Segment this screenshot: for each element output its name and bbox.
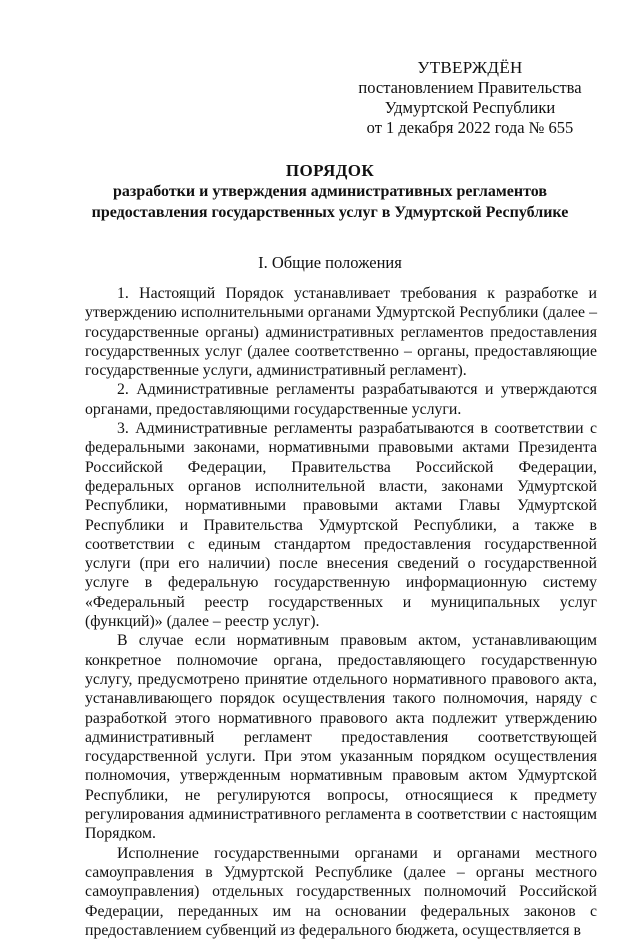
approval-block — [340, 58, 600, 138]
paragraph: Исполнение государственными органами и органами местного самоуправления в Удмуртской Республике (далее – органы местного самоуправления) отдельных государственных полномочий Российской Федерации, переданных им на основании федеральных законов с предоставлением субвенций из федерального бюджета, осуществляется в — [85, 844, 597, 939]
paragraph: 2. Административные регламенты разрабатываются и утверждаются органами, предоставляющими государственные услуги. — [85, 381, 597, 418]
paragraph: 3. Административные регламенты разрабатываются в соответствии с федеральными законами, нормативными правовыми актами Президента Российской Федерации, Правительства Российской Федерации, федеральных органов исполнительной власти, законами Удмуртской Республики, нормативными правовыми актами Главы Удмуртской Республики и Правительства Удмуртской Республики, а также в соответствии с единым стандартом предоставления государственной услуги (при его наличии) после внесения сведений о государственной услуге в федеральную государственную информационную систему «Федеральный реестр государственных и муниципальных услуг (функций)» (далее – реестр услуг). — [85, 420, 597, 631]
title-line: разработки и утверждения административных регламентов — [113, 183, 547, 200]
document-title — [60, 160, 600, 223]
section-heading: I. Общие положения — [258, 253, 402, 272]
approval-date-number: от 1 декабря 2022 года № 655 — [366, 118, 574, 137]
title-line: предоставления государственных услуг в Удмуртской Республике — [91, 204, 569, 221]
approval-line: постановлением Правительства — [358, 78, 582, 97]
paragraph: 1. Настоящий Порядок устанавливает требования к разработке и утверждению исполнительными органами Удмуртской Республики (далее – государственные органы) административных регламентов предоставления государственных услуг (далее соответственно – органы, предоставляющие государственные услуги, административный регламент). — [85, 285, 597, 380]
approval-heading: УТВЕРЖДЁН — [417, 58, 523, 77]
approval-line: Удмуртской Республики — [384, 98, 556, 117]
document-body — [85, 284, 597, 940]
title-main: ПОРЯДОК — [285, 161, 375, 180]
paragraph: В случае если нормативным правовым актом, устанавливающим конкретное полномочие органа, предоставляющего государственную услугу, предусмотрено принятие отдельного нормативного правового акта, устанавливающего порядок осуществления такого полномочия, наряду с разработкой этого нормативного правового акта подлежит утверждению административный регламент предоставления соответствующей государственной услуги. При этом указанным порядком осуществления полномочия, утвержденным нормативным правовым актом Удмуртской Республики, не регулируются вопросы, относящиеся к предмету регулирования административного регламента в соответствии с настоящим Порядком. — [85, 632, 597, 843]
